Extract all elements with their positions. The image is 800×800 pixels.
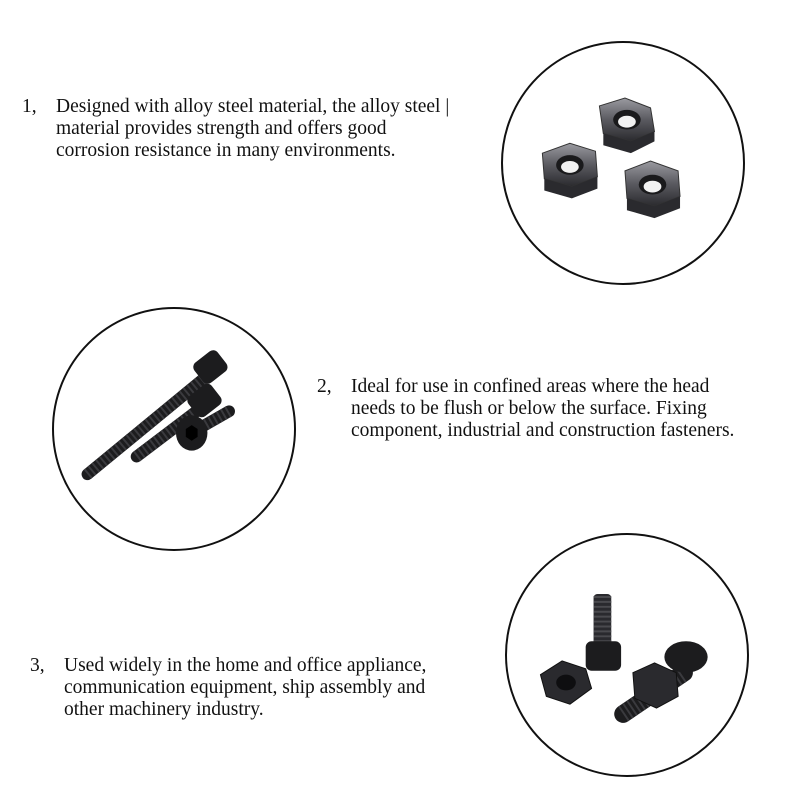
socket-screws-illustration xyxy=(54,309,294,549)
feature-3-line-2: communication equipment, ship assembly and xyxy=(64,677,426,698)
feature-3-line-3: other machinery industry. xyxy=(64,699,264,720)
hex-nuts-image xyxy=(501,41,745,285)
screws-with-nuts-image xyxy=(505,533,749,777)
feature-1-line-3: corrosion resistance in many environments. xyxy=(56,140,396,161)
feature-2-number: 2, xyxy=(317,376,332,397)
screws-nuts-illustration xyxy=(507,535,747,775)
feature-3-text xyxy=(30,655,500,721)
feature-2-line-1: Ideal for use in confined areas where the head xyxy=(351,376,710,397)
socket-head-screws-image xyxy=(52,307,296,551)
hex-nuts-illustration xyxy=(503,43,743,283)
feature-3-line-1: Used widely in the home and office appliance, xyxy=(64,655,427,676)
hex-nut-top xyxy=(599,98,654,153)
feature-3-number: 3, xyxy=(30,655,45,676)
feature-2-text xyxy=(317,376,797,442)
upright-screw xyxy=(586,594,621,671)
feature-1-line-2: material provides strength and offers good xyxy=(56,118,387,139)
feature-2-line-3: component, industrial and construction fasteners. xyxy=(351,420,735,441)
hex-nut-right xyxy=(625,161,680,218)
horizontal-screw-with-nut xyxy=(623,641,708,714)
feature-1-text xyxy=(22,96,522,162)
loose-hex-nut xyxy=(540,661,591,704)
feature-1-line-1: Designed with alloy steel material, the alloy steel | xyxy=(56,96,450,117)
feature-2-line-2: needs to be flush or below the surface. Fixing xyxy=(351,398,707,419)
hex-nut-left xyxy=(542,143,597,198)
feature-1-number: 1, xyxy=(22,96,37,117)
